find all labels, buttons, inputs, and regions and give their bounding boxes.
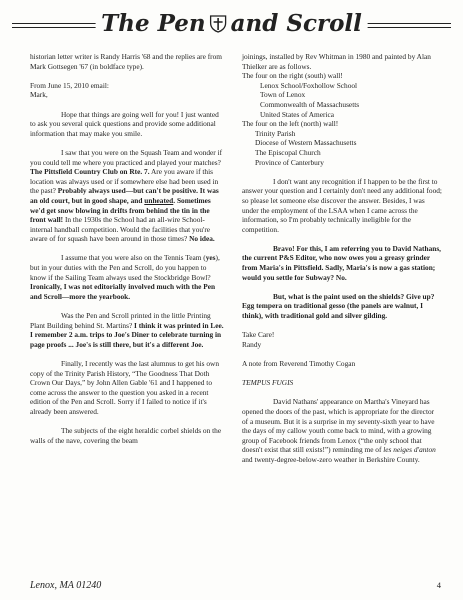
paragraph: Hope that things are going well for you! I just wanted to ask you several quick questions and provide some additional information that may make you smile. — [30, 109, 219, 138]
list-item: Trinity Parish — [255, 128, 296, 138]
section-intro: A note from Reverend Timothy Cogan — [242, 359, 356, 368]
paragraph: Bravo! For this, I am referring you to David Nathans, the current P&S Editor, who now owes you a greasy grinder from Maria's in Pittsfield. Sadly, Maria's is now a gas station; would you settle for Subway? No. — [242, 243, 442, 282]
signature: Randy — [242, 339, 262, 349]
right-column — [242, 52, 442, 465]
paragraph: David Nathans' appearance on Martha's Vineyard has opened the doors of the past, which is appropriate for the director of a museum. But it is a surprise in my seventy-sixth year to have the days of my callow youth come back to mind, with a growing group of Facebook friends from Lenox (“the only school that doesn't exist that still exists!”) reminding me of les neiges d'anton and twenty-degree-below-zero weather in Berkshire County. — [242, 397, 436, 464]
paragraph: I assume that you were also on the Tennis Team (yes), but in your duties with the Pen and Scroll, do you happen to know if the Sailing Team always used the Stockbridge Bowl? Ironically, I was not editorially involved much with the Pen and Scroll—more the yearbook. — [30, 253, 220, 301]
list-heading: The four on the left (north) wall! — [242, 119, 339, 129]
paragraph: Finally, I recently was the last alumnus to get his own copy of the Trinity Parish History, “The Goodness That Doth Crown Our Days,” by John Allen Gable '61 and I happened to come across the answer to the question you asked in a recent edition of the Pen and Scroll. Sorry if I failed to notice if it's already been answered. — [30, 359, 219, 416]
list-item: Lenox School/Foxhollow School — [260, 80, 358, 90]
salutation: Mark, — [30, 90, 48, 100]
masthead-title — [95, 10, 368, 37]
paragraph: joinings, installed by Rev Whitman in 1980 and painted by Alan Thielker are as follows. — [242, 52, 431, 71]
email-date: From June 15, 2010 email: — [30, 80, 109, 90]
masthead — [12, 6, 451, 46]
list-heading: The four on the right (south) wall! — [242, 71, 343, 81]
list-item: United States of America — [260, 109, 335, 119]
list-item: Commonwealth of Massachusetts — [260, 99, 360, 109]
left-column — [30, 52, 224, 445]
section-title: TEMPUS FUGIS — [242, 378, 294, 388]
page-number: 4 — [436, 580, 441, 590]
list-item: Province of Canterbury — [255, 157, 324, 167]
paragraph: I don't want any recognition if I happen to be the first to answer your question and I certainly don't need any additional food; so please let someone else discover the answer. Besides, I was under the employment of the LSAA when I came across the information, so I'm probably technically ineligible for the competition. — [242, 176, 442, 234]
sign-off: Take Care! — [242, 330, 275, 340]
paragraph: Was the Pen and Scroll printed in the little Printing Plant Building behind St. Martins? I think it was printed in Lee. I remember 2 a.m. trips to Joe's Diner to celebrate turning in page proofs ... Joe's is still there, but it's a different Joe. — [30, 311, 224, 349]
shield-crest-icon — [210, 15, 227, 33]
list-item: Town of Lenox — [260, 90, 306, 100]
footer-location: Lenox, MA 01240 — [30, 580, 102, 591]
paragraph: historian letter writer is Randy Harris '68 and the replies are from Mark Gottsegen '67 (in boldface type). — [30, 52, 222, 71]
footer — [30, 580, 441, 591]
paragraph: The subjects of the eight heraldic corbel shields on the walls of the nave, covering the beam — [30, 426, 222, 445]
list-item: The Episcopal Church — [255, 147, 321, 157]
title-right: and Scroll — [230, 10, 362, 37]
paragraph: But, what is the paint used on the shields? Give up? Egg tempera on traditional gesso (the panels are walnut, I think), with traditional gold and silver gilding. — [242, 291, 435, 321]
list-item: Diocese of Western Massachusetts — [255, 138, 357, 148]
paragraph: I saw that you were on the Squash Team and wonder if you could tell me where you practiced and played your matches? The Pittsfield Country Club on Rte. 7. Are you aware if this location was always used or if somewhere else had been used in the past? Probably always used—but can't be positive. It was an old court, but in good shape, and unheated. Sometimes we'd get snow blowing in drifts from behind the tin in the front wall! In the 1930s the School had an all-wire School-internal handball competition. Would the facilities that you're aware of for squash have been around in those times? No idea. — [30, 147, 223, 244]
title-left: The Pen — [101, 10, 206, 37]
